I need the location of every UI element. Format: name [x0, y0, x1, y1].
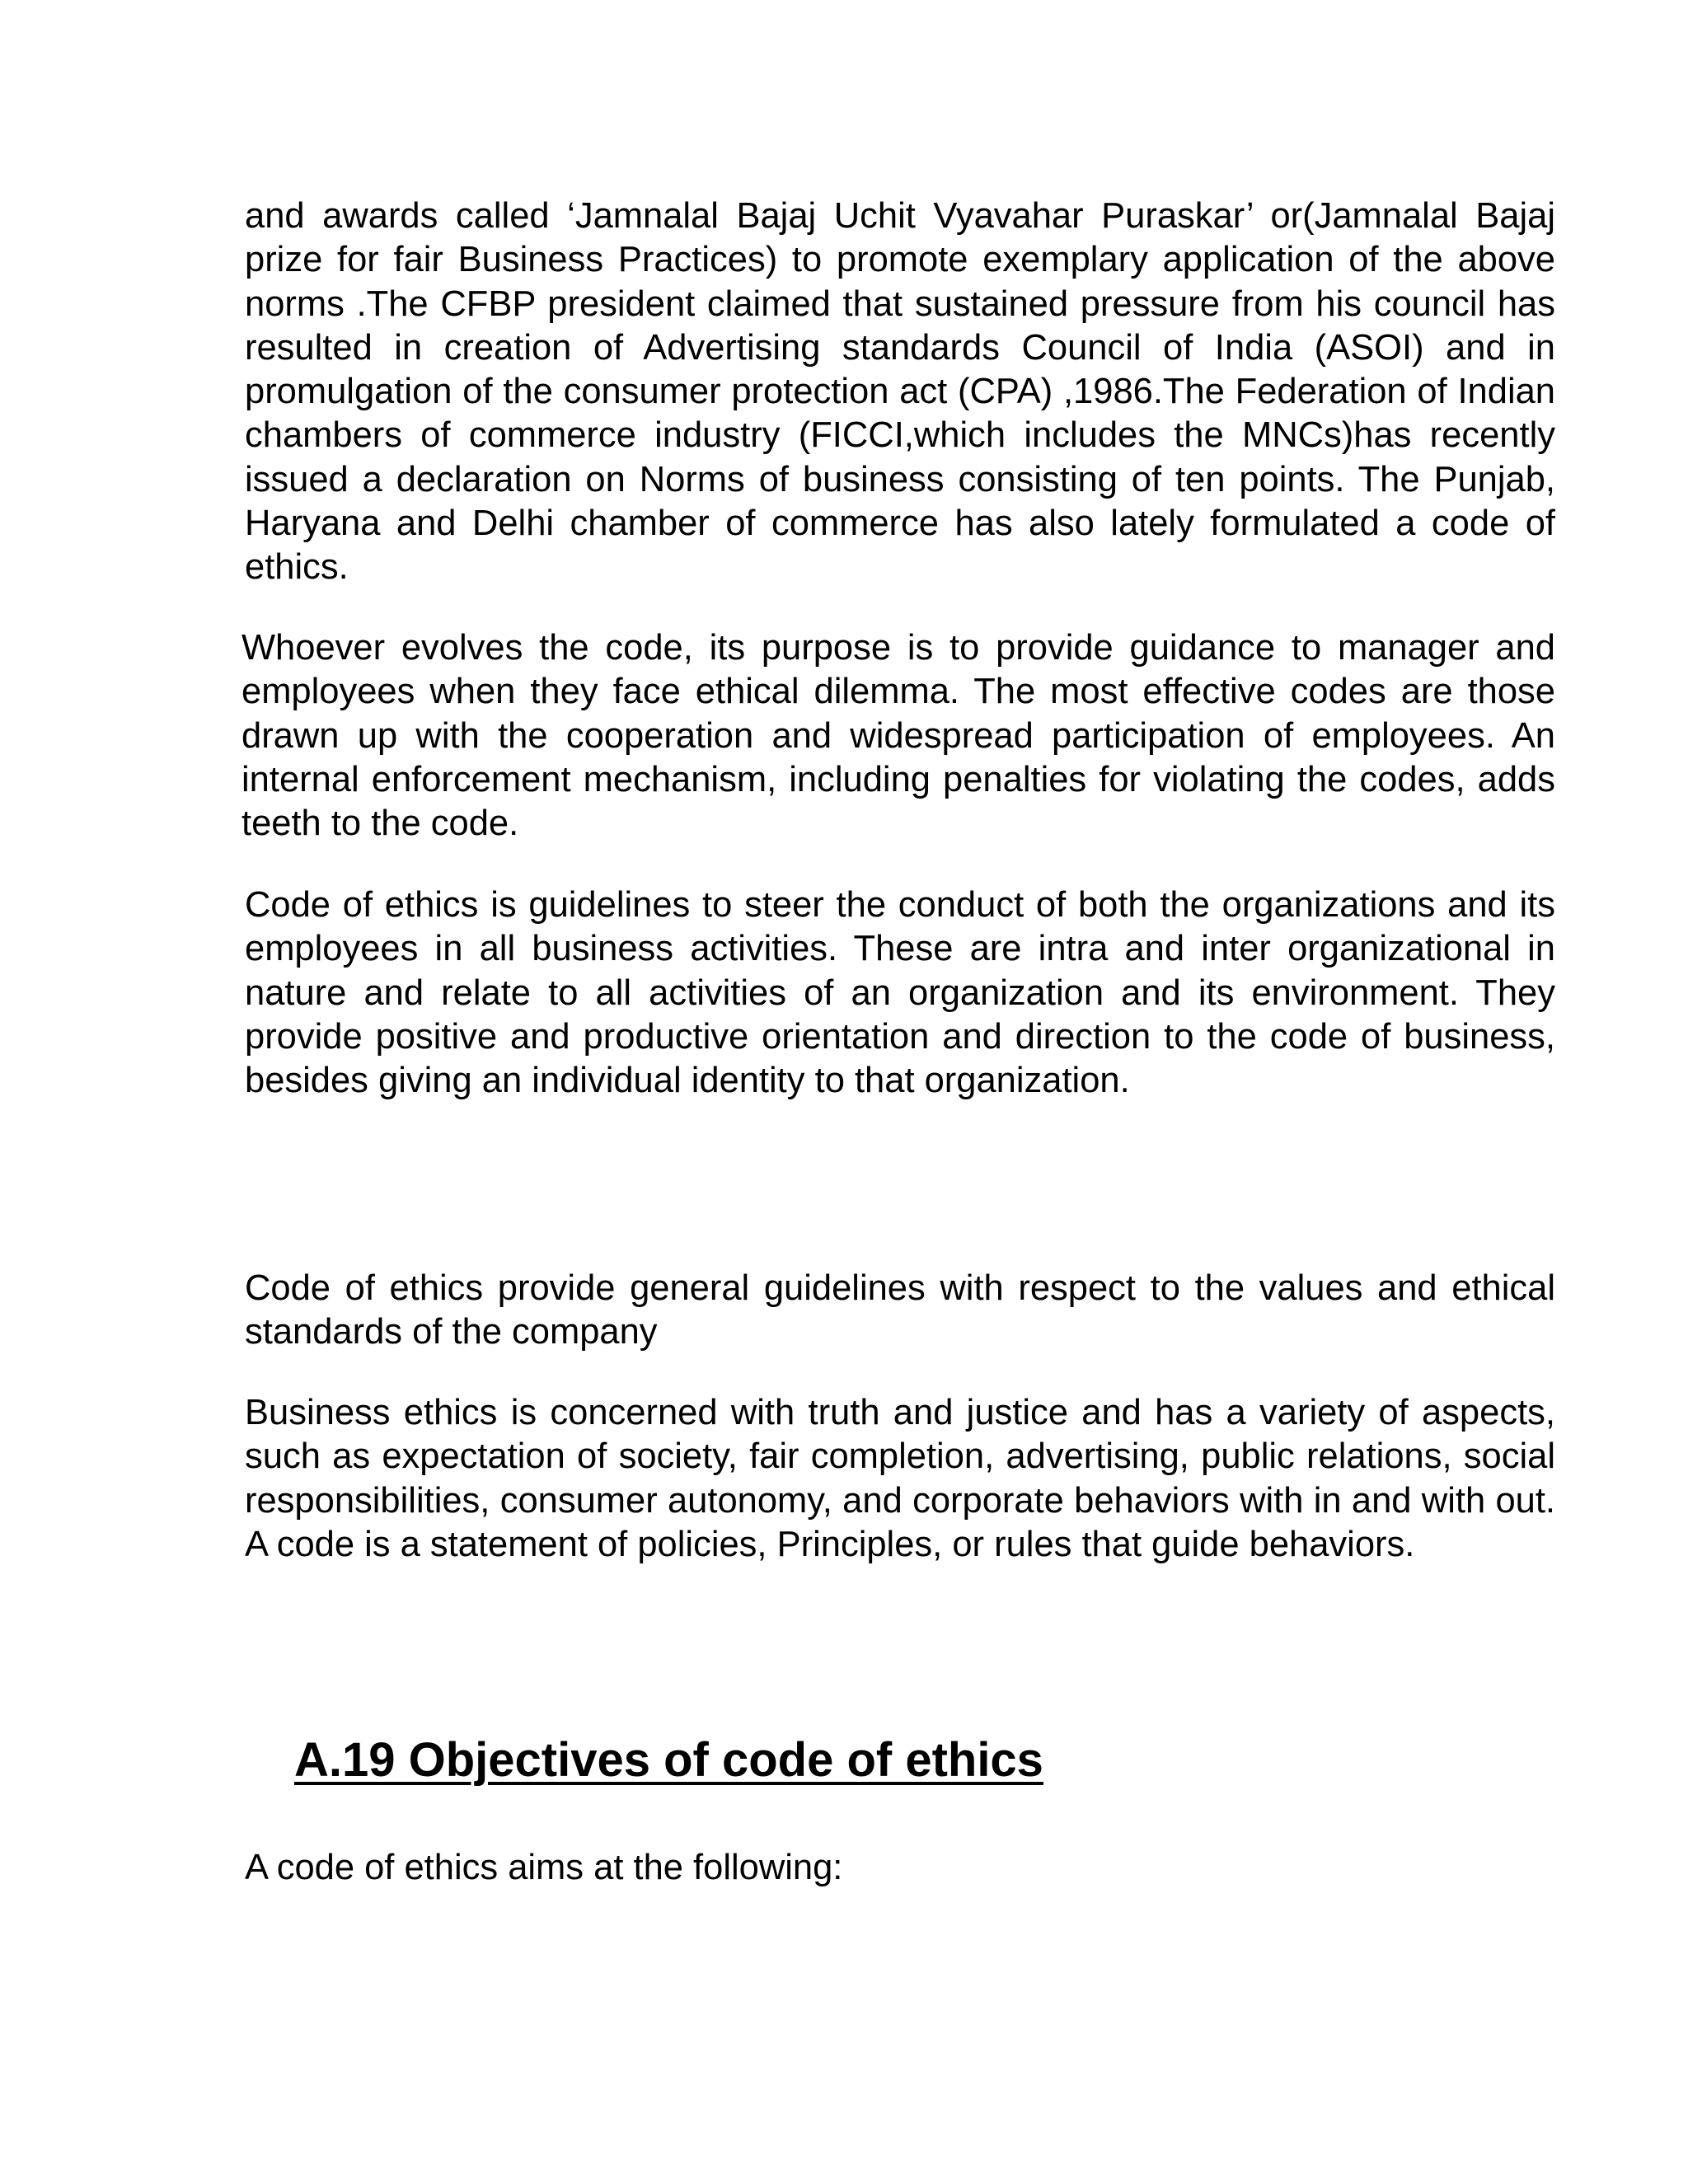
body-paragraph: Code of ethics is guidelines to steer the conduct of both the organizations and its employees in all business activities. These are intra and inter organizational in nature and relate to all activities of an organization and its environment. They provide positive and productive orientation and direction to the code of business, besides giving an individual identity to that organization.	[245, 885, 1555, 1101]
body-paragraph: Business ethics is concerned with truth and justice and has a variety of aspects, such as expectation of society, fair completion, advertising, public relations, social responsibilities, consumer autonomy, and corporate behaviors with in and with out. A code is a statement of policies, Principles, or rules that guide behaviors.	[245, 1393, 1555, 1564]
closing-paragraph: A code of ethics aims at the following:	[245, 1848, 843, 1887]
section-heading: A.19 Objectives of code of ethics	[294, 1733, 1043, 1787]
body-paragraph: Whoever evolves the code, its purpose is to provide guidance to manager and employees when they face ethical dilemma. The most effective codes are those drawn up with the cooperation and widespread participation of employees. An internal enforcement mechanism, including penalties for violating the codes, adds teeth to the code.	[241, 628, 1555, 844]
body-paragraph: and awards called ‘Jamnalal Bajaj Uchit Vyavahar Puraskar’ or(Jamnalal Bajaj prize for fair Business Practices) to promote exemplary application of the above norms .The CFBP president claimed that sustained pressure from his council has resulted in creation of Advertising standards Council of India (ASOI) and in promulgation of the consumer protection act (CPA) ,1986.The Federation of Indian chambers of commerce industry (FICCI,which includes the MNCs)has recently issued a declaration on Norms of business consisting of ten points. The Punjab, Haryana and Delhi chamber of commerce has also lately formulated a code of ethics.	[245, 196, 1555, 588]
body-paragraph: Code of ethics provide general guidelines with respect to the values and ethical standards of the company	[245, 1268, 1555, 1352]
